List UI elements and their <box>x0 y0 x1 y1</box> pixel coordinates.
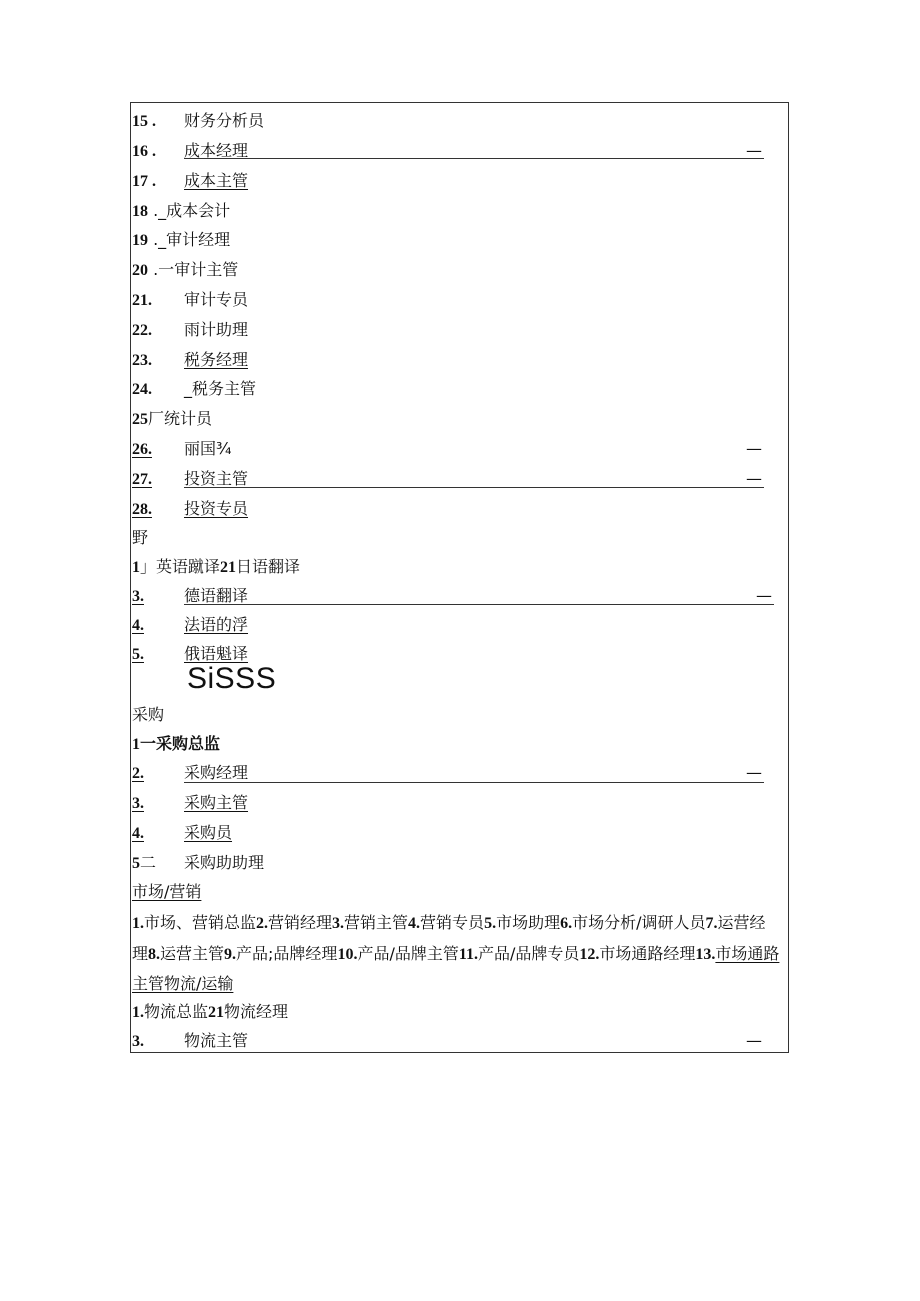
list-item: 22. 雨计助理 <box>132 320 249 339</box>
underline-rule <box>184 782 764 783</box>
dash-mark: — <box>746 763 762 782</box>
list-item: 27. 投资主管 <box>132 469 249 488</box>
list-item: 1一采购总监 <box>132 736 221 753</box>
section-heading: 野 <box>132 528 149 547</box>
list-item: 1.物流总监21物流经理 <box>132 1002 289 1021</box>
list-item: 4. 法语的浮 <box>132 615 249 634</box>
list-item: 2. 采购经理 <box>132 763 249 782</box>
list-item: 28. 投资专员 <box>132 499 249 518</box>
underline-rule <box>184 158 764 159</box>
section-heading: 市场/营销 <box>132 882 202 901</box>
underline-rule <box>184 487 764 488</box>
list-item: 20 .一审计主管 <box>132 260 239 279</box>
list-item: 15 . 财务分析员 <box>132 111 265 130</box>
list-item: 3. 德语翻译 <box>132 586 249 605</box>
list-item: 25厂统计员 <box>132 409 213 428</box>
list-item: 4. 采购员 <box>132 823 233 842</box>
list-item: 3. 物流主管 <box>132 1031 249 1050</box>
dash-mark: — <box>746 439 762 458</box>
dash-mark: — <box>756 586 772 605</box>
list-item: 23. 税务经理 <box>132 350 249 369</box>
list-item: 24. _税务主管 <box>132 379 257 398</box>
underline-rule <box>184 604 774 605</box>
list-item: 18 ._成本会计 <box>132 201 231 220</box>
dash-mark: — <box>746 1031 762 1050</box>
list-item: 5二 采购助助理 <box>132 853 265 872</box>
list-item: 21. 审计专员 <box>132 290 249 309</box>
list-item: 26. 丽国¾ <box>132 439 232 458</box>
dash-mark: — <box>746 141 762 160</box>
list-item: 19 ._审计经理 <box>132 230 231 249</box>
list-item: 16 . 成本经理 <box>132 141 249 160</box>
list-item: 1」英语蹴译21日语翻译 <box>132 557 301 576</box>
list-item: 3. 采购主管 <box>132 793 249 812</box>
list-item: 5. 俄语魁译 <box>132 644 249 663</box>
list-item: 17 . 成本主管 <box>132 171 249 190</box>
section-heading: 采购 <box>132 705 165 724</box>
marketing-paragraph: 1.市场、营销总监2.营销经理3.营销主管4.营销专员5.市场助理6.市场分析/调研人员7.运营经理8.运营主管9.产品;品牌经理10.产品/品牌主管11.产品/品牌专员12.市场通路经理13.市场通路主管物流/运输 <box>132 913 780 993</box>
garbled-text: SiSSS <box>187 662 277 695</box>
dash-mark: — <box>746 469 762 488</box>
